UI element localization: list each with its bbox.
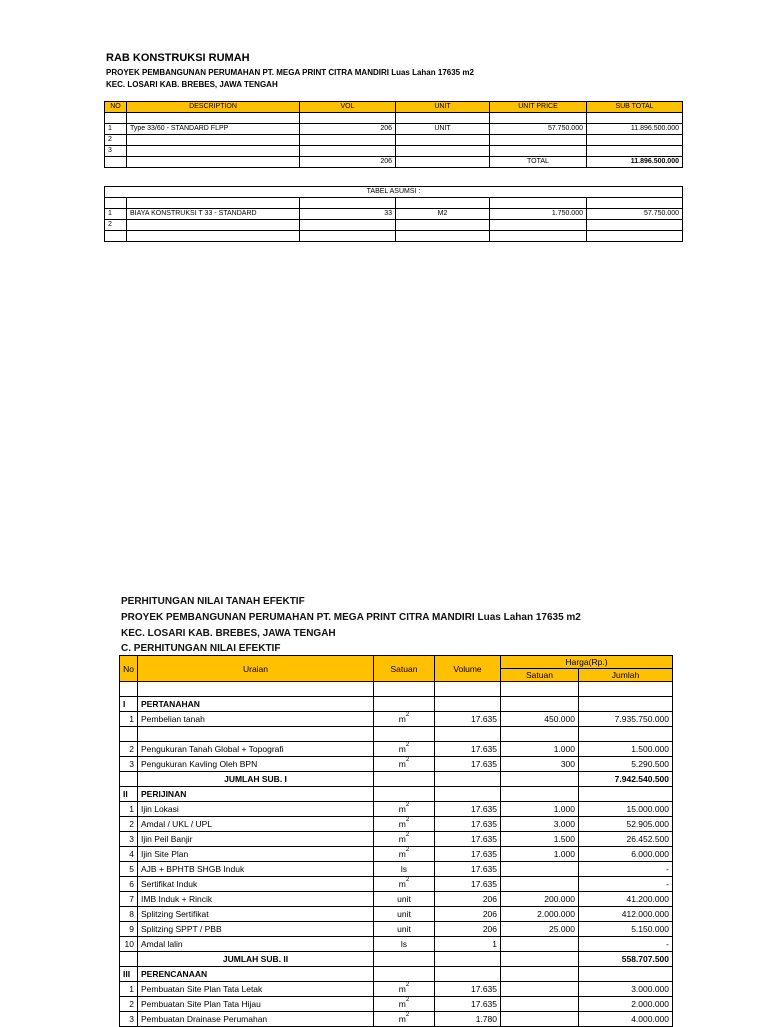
subtotal-value: 558.707.500 — [579, 952, 673, 967]
cell-harga-jumlah: 5.290.500 — [579, 757, 673, 772]
cell-satuan — [374, 1012, 435, 1027]
cell-harga-satuan: 1.000 — [501, 742, 579, 757]
col-header: DESCRIPTION — [127, 102, 300, 113]
cell-harga-satuan: 200.000 — [501, 892, 579, 907]
cell-no: 1 — [105, 124, 127, 135]
cell-unit-price: 57.750.000 — [490, 124, 587, 135]
unit-text: m — [398, 999, 406, 1009]
unit-text: m — [398, 819, 406, 829]
tanah-header-row — [120, 656, 673, 669]
spacer-row — [105, 231, 683, 242]
tanah-section-title: C. PERHITUNGAN NILAI EFEKTIF — [121, 643, 281, 654]
empty-cell — [374, 697, 435, 712]
cell-harga-jumlah: 412.000.000 — [579, 907, 673, 922]
empty-cell — [579, 682, 673, 697]
table-row — [105, 209, 683, 220]
table-row — [120, 982, 673, 997]
unit-text: m — [398, 849, 406, 859]
table-row — [120, 937, 673, 952]
col-header-no: No — [120, 656, 138, 682]
empty-cell — [120, 952, 138, 967]
cell-no: 4 — [120, 847, 138, 862]
cell-no: 2 — [105, 135, 127, 146]
tanah-subtitle-project: PROYEK PEMBANGUNAN PERUMAHAN PT. MEGA PRINT CITRA MANDIRI Luas Lahan 17635 m2 — [121, 612, 581, 623]
unit-superscript: 2 — [405, 997, 410, 1003]
cell-satuan — [374, 817, 435, 832]
cell-harga-jumlah: 6.000.000 — [579, 847, 673, 862]
cell-satuan — [374, 922, 435, 937]
subtotal-row — [120, 772, 673, 787]
cell-no: 8 — [120, 907, 138, 922]
table-row — [120, 922, 673, 937]
cell-description: Type 33/60 - STANDARD FLPP — [127, 124, 300, 135]
cell-uraian: Splitzing SPPT / PBB — [138, 922, 374, 937]
cell-volume: 1 — [435, 937, 501, 952]
unit-text: m — [398, 804, 406, 814]
table-row — [105, 135, 683, 146]
tanah-table — [119, 655, 673, 1027]
cell-uraian: Ijin Lokasi — [138, 802, 374, 817]
section-row — [120, 787, 673, 802]
empty-cell — [138, 727, 374, 742]
cell-description: BIAYA KONSTRUKSI T 33 - STANDARD — [127, 209, 300, 220]
unit-superscript: 2 — [405, 877, 410, 883]
cell-volume: 17.635 — [435, 757, 501, 772]
cell-harga-satuan: 1.000 — [501, 847, 579, 862]
cell-satuan — [374, 742, 435, 757]
spacer-row — [120, 727, 673, 742]
rab-header — [106, 52, 474, 91]
cell-volume: 17.635 — [435, 712, 501, 727]
empty-cell — [120, 772, 138, 787]
unit-superscript: 2 — [405, 742, 410, 748]
total-vol: 206 — [300, 157, 396, 168]
table-row — [120, 832, 673, 847]
empty-cell — [501, 772, 579, 787]
empty-cell — [435, 787, 501, 802]
cell-satuan — [374, 982, 435, 997]
table-row — [120, 877, 673, 892]
cell-uraian: Pengukuran Kavling Oleh BPN — [138, 757, 374, 772]
rab-table — [104, 101, 683, 168]
section-number: I — [120, 697, 138, 712]
cell-uraian: Sertifikat Induk — [138, 877, 374, 892]
section-number: II — [120, 787, 138, 802]
col-header: SUB TOTAL — [587, 102, 683, 113]
table-row — [105, 220, 683, 231]
tanah-title: PERHITUNGAN NILAI TANAH EFEKTIF — [121, 596, 305, 607]
cell-uraian: Splitzing Sertifikat — [138, 907, 374, 922]
cell-satuan — [374, 862, 435, 877]
subtotal-label: JUMLAH SUB. II — [138, 952, 374, 967]
total-row — [105, 157, 683, 168]
cell-harga-jumlah: 4.000.000 — [579, 1012, 673, 1027]
unit-superscript: 2 — [405, 847, 410, 853]
empty-cell — [374, 967, 435, 982]
empty-cell — [579, 727, 673, 742]
table-row — [120, 1012, 673, 1027]
unit-text: ls — [400, 864, 408, 874]
section-title: PERIJINAN — [138, 787, 374, 802]
spacer-row — [105, 198, 683, 209]
section-title: PERENCANAAN — [138, 967, 374, 982]
cell-no: 1 — [120, 982, 138, 997]
cell-uraian: Pengukuran Tanah Global + Topografi — [138, 742, 374, 757]
cell-no: 3 — [105, 146, 127, 157]
unit-text: m — [398, 759, 406, 769]
empty-cell — [374, 952, 435, 967]
cell-harga-jumlah: 7.935.750.000 — [579, 712, 673, 727]
cell-harga-satuan — [501, 877, 579, 892]
rab-subtitle-project: PROYEK PEMBANGUNAN PERUMAHAN PT. MEGA PRINT CITRA MANDIRI Luas Lahan 17635 m2 — [106, 68, 474, 77]
cell-volume: 17.635 — [435, 832, 501, 847]
cell-volume: 206 — [435, 892, 501, 907]
unit-text: m — [398, 834, 406, 844]
cell-vol: 33 — [300, 209, 396, 220]
total-value: 11.896.500.000 — [587, 157, 683, 168]
cell-satuan — [374, 997, 435, 1012]
cell-volume: 17.635 — [435, 802, 501, 817]
cell-harga-satuan: 3.000 — [501, 817, 579, 832]
table-row — [120, 847, 673, 862]
cell-harga-jumlah: 41.200.000 — [579, 892, 673, 907]
asumsi-title: TABEL ASUMSI : — [105, 187, 683, 198]
cell-no: 2 — [120, 742, 138, 757]
cell-harga-jumlah: 1.500.000 — [579, 742, 673, 757]
cell-volume: 17.635 — [435, 982, 501, 997]
cell-harga-jumlah: - — [579, 937, 673, 952]
cell-no: 10 — [120, 937, 138, 952]
cell-uraian: Ijin Site Plan — [138, 847, 374, 862]
empty-cell — [579, 967, 673, 982]
cell-no: 1 — [120, 802, 138, 817]
unit-text: m — [398, 984, 406, 994]
table-row — [120, 817, 673, 832]
cell-no: 3 — [120, 1012, 138, 1027]
cell-uraian: Ijin Peil Banjir — [138, 832, 374, 847]
empty-cell — [374, 772, 435, 787]
cell-no: 3 — [120, 757, 138, 772]
section-title: PERTANAHAN — [138, 697, 374, 712]
empty-cell — [138, 682, 374, 697]
cell-harga-jumlah: 2.000.000 — [579, 997, 673, 1012]
cell-no: 5 — [120, 862, 138, 877]
total-label: TOTAL — [490, 157, 587, 168]
cell-volume: 206 — [435, 907, 501, 922]
empty-cell — [435, 697, 501, 712]
col-header-uraian: Uraian — [138, 656, 374, 682]
subtotal-label: JUMLAH SUB. I — [138, 772, 374, 787]
cell-harga-satuan: 300 — [501, 757, 579, 772]
cell-uraian: Pembuatan Site Plan Tata Hijau — [138, 997, 374, 1012]
section-number: III — [120, 967, 138, 982]
cell-satuan — [374, 937, 435, 952]
empty-cell — [501, 727, 579, 742]
cell-no: 9 — [120, 922, 138, 937]
cell-volume: 17.635 — [435, 862, 501, 877]
unit-superscript: 2 — [405, 802, 410, 808]
cell-uraian: Pembuatan Site Plan Tata Letak — [138, 982, 374, 997]
col-header-satuan: Satuan — [374, 656, 435, 682]
cell-harga-satuan — [501, 862, 579, 877]
cell-volume: 206 — [435, 922, 501, 937]
cell-harga-satuan: 25.000 — [501, 922, 579, 937]
cell-satuan — [374, 877, 435, 892]
section-row — [120, 967, 673, 982]
empty-cell — [435, 682, 501, 697]
col-header-harga: Harga(Rp.) — [501, 656, 673, 669]
cell-uraian: Amdal / UKL / UPL — [138, 817, 374, 832]
col-header-harga-jumlah: Jumlah — [579, 669, 673, 682]
unit-superscript: 2 — [405, 757, 410, 763]
table-row — [120, 802, 673, 817]
cell-harga-satuan: 450.000 — [501, 712, 579, 727]
unit-text: m — [398, 744, 406, 754]
col-header: UNIT PRICE — [490, 102, 587, 113]
unit-text: m — [398, 879, 406, 889]
cell-no: 2 — [105, 220, 127, 231]
table-row — [105, 146, 683, 157]
unit-superscript: 2 — [405, 832, 410, 838]
cell-harga-satuan: 1.500 — [501, 832, 579, 847]
subtotal-value: 7.942.540.500 — [579, 772, 673, 787]
tanah-header — [121, 594, 581, 656]
cell-volume: 17.635 — [435, 877, 501, 892]
cell-harga-jumlah: - — [579, 877, 673, 892]
cell-no: 3 — [120, 832, 138, 847]
empty-cell — [579, 787, 673, 802]
cell-satuan — [374, 892, 435, 907]
section-row — [120, 697, 673, 712]
cell-harga-satuan — [501, 937, 579, 952]
cell-sub-total: 11.896.500.000 — [587, 124, 683, 135]
rab-title: RAB KONSTRUKSI RUMAH — [106, 52, 250, 64]
empty-cell — [120, 682, 138, 697]
cell-sub-total: 57.750.000 — [587, 209, 683, 220]
cell-volume: 17.635 — [435, 742, 501, 757]
table-row — [120, 997, 673, 1012]
empty-cell — [435, 727, 501, 742]
cell-unit: M2 — [396, 209, 490, 220]
unit-superscript: 2 — [405, 982, 410, 988]
unit-superscript: 2 — [405, 712, 410, 718]
col-header: NO — [105, 102, 127, 113]
cell-no: 7 — [120, 892, 138, 907]
cell-harga-jumlah: 3.000.000 — [579, 982, 673, 997]
empty-cell — [501, 967, 579, 982]
spacer-row — [105, 113, 683, 124]
empty-cell — [501, 952, 579, 967]
cell-harga-satuan — [501, 1012, 579, 1027]
empty-cell — [579, 697, 673, 712]
cell-no: 6 — [120, 877, 138, 892]
unit-superscript: 2 — [405, 817, 410, 823]
empty-cell — [435, 967, 501, 982]
cell-harga-jumlah: - — [579, 862, 673, 877]
cell-unit: UNIT — [396, 124, 490, 135]
cell-uraian: IMB Induk + Rincik — [138, 892, 374, 907]
cell-harga-jumlah: 26.452.500 — [579, 832, 673, 847]
table-row — [120, 757, 673, 772]
empty-cell — [120, 727, 138, 742]
cell-no: 1 — [120, 712, 138, 727]
unit-text: unit — [397, 924, 411, 934]
col-header: VOL — [300, 102, 396, 113]
empty-cell — [501, 697, 579, 712]
cell-harga-jumlah: 5.150.000 — [579, 922, 673, 937]
rab-header-row — [105, 102, 683, 113]
spacer-row — [120, 682, 673, 697]
cell-no: 1 — [105, 209, 127, 220]
cell-harga-jumlah: 15.000.000 — [579, 802, 673, 817]
table-row — [105, 124, 683, 135]
unit-text: unit — [397, 894, 411, 904]
cell-harga-satuan: 1.000 — [501, 802, 579, 817]
cell-satuan — [374, 757, 435, 772]
cell-no: 2 — [120, 817, 138, 832]
empty-cell — [501, 787, 579, 802]
table-row — [120, 907, 673, 922]
empty-cell — [374, 727, 435, 742]
table-row — [120, 742, 673, 757]
cell-uraian: Pembelian tanah — [138, 712, 374, 727]
unit-text: m — [398, 714, 406, 724]
cell-volume: 17.635 — [435, 847, 501, 862]
tanah-body — [120, 682, 673, 1027]
subtotal-row — [120, 952, 673, 967]
cell-satuan — [374, 802, 435, 817]
table-row — [120, 712, 673, 727]
unit-text: m — [398, 1014, 406, 1024]
unit-superscript: 2 — [405, 1012, 410, 1018]
cell-unit-price: 1.750.000 — [490, 209, 587, 220]
cell-uraian: AJB + BPHTB SHGB Induk — [138, 862, 374, 877]
col-header-volume: Volume — [435, 656, 501, 682]
unit-text: ls — [400, 939, 408, 949]
table-row — [120, 892, 673, 907]
asumsi-table — [104, 186, 683, 242]
empty-cell — [374, 682, 435, 697]
col-header-harga-satuan: Satuan — [501, 669, 579, 682]
cell-satuan — [374, 847, 435, 862]
cell-no: 2 — [120, 997, 138, 1012]
cell-satuan — [374, 712, 435, 727]
cell-volume: 17.635 — [435, 997, 501, 1012]
empty-cell — [435, 952, 501, 967]
empty-cell — [374, 787, 435, 802]
empty-cell — [435, 772, 501, 787]
col-header: UNIT — [396, 102, 490, 113]
cell-harga-satuan — [501, 982, 579, 997]
cell-harga-satuan: 2.000.000 — [501, 907, 579, 922]
asumsi-title-row — [105, 187, 683, 198]
rab-subtitle-location: KEC. LOSARI KAB. BREBES, JAWA TENGAH — [106, 80, 278, 89]
unit-text: unit — [397, 909, 411, 919]
cell-satuan — [374, 907, 435, 922]
cell-satuan — [374, 832, 435, 847]
tanah-subtitle-location: KEC. LOSARI KAB. BREBES, JAWA TENGAH — [121, 628, 336, 639]
table-row — [120, 862, 673, 877]
cell-uraian: Amdal lalin — [138, 937, 374, 952]
cell-volume: 1.780 — [435, 1012, 501, 1027]
cell-vol: 206 — [300, 124, 396, 135]
cell-uraian: Pembuatan Drainase Perumahan — [138, 1012, 374, 1027]
cell-volume: 17.635 — [435, 817, 501, 832]
cell-harga-jumlah: 52.905.000 — [579, 817, 673, 832]
empty-cell — [501, 682, 579, 697]
cell-harga-satuan — [501, 997, 579, 1012]
